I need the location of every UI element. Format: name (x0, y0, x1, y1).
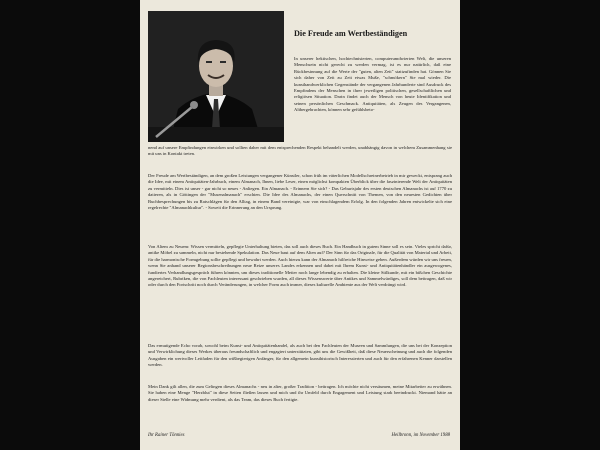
intro-continuation-text: nend auf unsere Empfindungen einwirken und sollten daher mit dem entsprechenden Respekt behandelt werden, unabhängig davon in welchem Zusammenhang sie mit uns in Kontakt treten. (148, 145, 452, 157)
document-page (140, 0, 460, 450)
place-date: Heilbronn, im November 1988 (391, 433, 450, 438)
author-signature: Ihr Rainer Tönnies (148, 433, 185, 438)
article-title: Die Freude am Wertbeständigen (294, 29, 408, 38)
paragraph-echo: Das ermutigende Echo vorab, sowohl beim Kunst- und Antiquitätenhandel, als auch bei den Fachleuten der Museen und Sammlungen, die uns bei der Konzeption und Verwirklichung dieses Werkes überaus freundschaftlich und engagiert unterstützten, gibt uns die Gewißheit, daß diese Neuerscheinung und auch die folgenden Ausgaben ein wertvoller Leitfaden für den wißbegierigen Anfänger, für den allgemein kunsthistorisch Interessierten und auch für den erfahrenen Kenner darstellen werden. (148, 343, 452, 368)
paragraph-almanach: Der Freude am Wertbeständigen, an dem großen Leistungen vergangener Künstler, schon früh im väterlichen Modellschreinerbetrieb in mir geweckt, entsprang auch die Idee, mit einem Antiquitäten-Jahrbuch, einem Almanach, Ihnen, liebe Leser, einen möglichst kompakten Überblick über die faszinierende Welt der Antiquitäten zu vermitteln. Dies ist unser - gar nicht so neues - Anliegen. Ein Almanach. - Erinnern Sie sich? - Das Geburtsjahr des ersten deutschen Almanachs ist auf 1770 zu datieren, als in Göttingen der "Musenalmanach" erschien. Die Idee des Almanachs, der einen Querschnitt von Themen, von den neuesten Gedichten über Buchbesprechungen bis zu Ratschlägen für den Alltag, in einem Band vereinigte, war von einschlagendem Erfolg. In den folgenden Jahren entwickelte sich eine regelrechte "Almanachkultur". - Soweit die Erinnerung an den Ursprung. (148, 173, 452, 211)
intro-column-text: In unserer hektischen, hochtechnisierten, computerumdwierten Welt, die unseren Menschsein nicht gerecht zu werden vermag, ist es nur natürlich, daß eine Rückbesinnung auf die Werte der "guten, alten Zeit" stattzufinden hat. Gönnen Sie sich daher von Zeit zu Zeit etwas Muße, "schmökern" Sie mal wieder. Die kunsthandwerklichen Gegenstände der vergangenen Jahrhunderte sind Ausdruck des Empfindens der Menschen in ihrer jeweiligen politischen, gesellschaftlichen und religiösen Situation. Darin findet auch der Mensch von heute Identifikation und seinen persönlichen Geschmack. Antiquitäten, als Zeugen des Vergangenen, Altbergebrachten, können sehr gefühlsbeto- (294, 56, 451, 113)
paragraph-von-altem: Von Altem zu Neuem: Wissen vermitteln, gepflegte Unterhaltung bieten, das soll auch dieses Buch. Ein Handbuch in gutem Sinne soll es sein. Vieles spricht dafür, antike Möbel zu sammeln, nicht nur bestehende Spekulation. Das Neue baut auf dem Alten auf? Der Sinn für das Originale, für die Qualität von Material und Arbeit, für die harmonische Formgebung sollte gepflegt und bewahrt werden. Auch hierzu kann der Almanach hilfreiche Hinweise geben. Außerdem würden wir uns freuen, wenn Sie anhand unserer Regionsbeschreibungen neue Reize unseres Landes erkennen und dabei mit Ihrem Kunst- und Antiquitätenhändler ein ausgewogenes, fundiertes Verhandlungsgespräch führen könnten, um dieses traditionelle Metier noch lange lebendig zu erhalten. Die kleine Stilkunde, mit ein bißchen Geschichte angereichert, Rubriken, die von Fachleuten interessant geschrieben wurden, all dieses Wissenswerte über Antikes und Sammelwürdiges, soll dem beitragen, daß wir oder durch den Fortschritt noch durch Veränderungen, in welcher Form auch immer, dieses kulturelle Ambiente aus der Welt verdrängt wird. (148, 244, 452, 288)
author-portrait-illustration (148, 11, 284, 142)
paragraph-dank: Mein Dank gilt allen, die zum Gelingen dieses Almanachs - neu in alter, großer Tradition - beitragen. Ich möchte nicht versäumen, meine Mitarbeiter zu erwähnen. Sie haben eine Menge "Herzblut" in diese Seiten fließen lassen und mich und ihr Umfeld durch Engagement und Leistung stark beeindruckt. Niemand hätte an dieser Stelle eine Widmung mehr verdient, als das Team, das dieses Buch fertigte. (148, 384, 452, 402)
author-photo (148, 11, 284, 142)
